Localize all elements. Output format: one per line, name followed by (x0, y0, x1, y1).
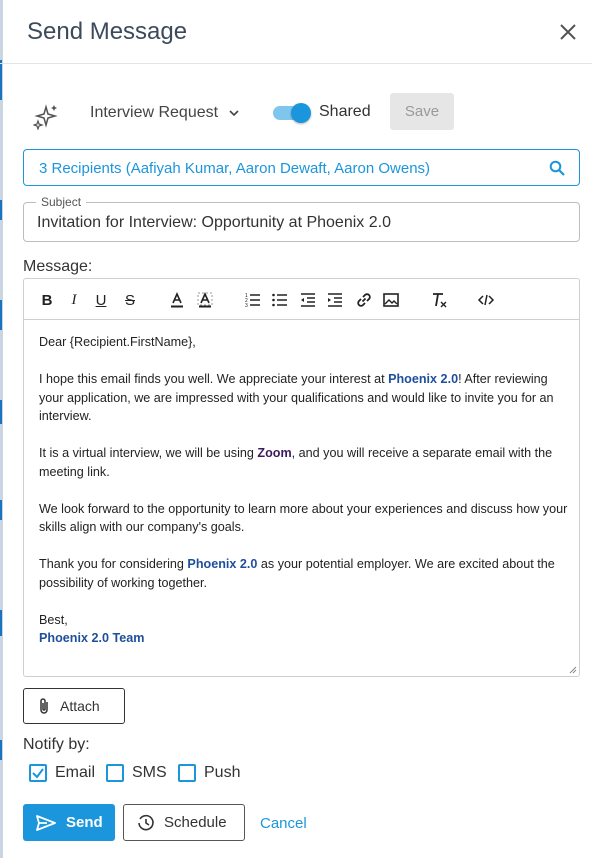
message-paragraph: Thank you for considering Phoenix 2.0 as your potential employer. We are excited about the possibility of working together. (39, 557, 555, 590)
notify-sms-checkbox[interactable] (106, 763, 167, 783)
chevron-down-icon (228, 107, 240, 119)
dialog-header (0, 0, 592, 64)
svg-text:3: 3 (245, 303, 248, 309)
send-label: Send (66, 814, 103, 831)
outdent-icon[interactable] (299, 291, 317, 309)
recipients-text: 3 Recipients (Aafiyah Kumar, Aaron Dewaft, Aaron Owens) (39, 160, 431, 177)
svg-text:1: 1 (245, 293, 248, 299)
save-button[interactable]: Save (390, 93, 454, 130)
strikethrough-icon[interactable]: S (124, 291, 135, 309)
checkbox-unchecked (106, 764, 124, 782)
resize-handle-icon[interactable] (569, 666, 577, 674)
message-label: Message: (23, 258, 93, 275)
message-editor[interactable] (23, 278, 580, 677)
subject-input[interactable]: Invitation for Interview: Opportunity at Phoenix 2.0 (37, 214, 391, 231)
subject-field[interactable] (23, 195, 580, 242)
notify-push-checkbox[interactable] (178, 763, 240, 783)
close-icon[interactable] (556, 20, 580, 44)
image-icon[interactable] (382, 291, 400, 309)
cancel-button[interactable]: Cancel (260, 815, 307, 832)
svg-text:2: 2 (245, 298, 248, 304)
company-highlight: Phoenix 2.0 (388, 372, 459, 386)
shared-toggle[interactable] (273, 103, 311, 121)
schedule-button[interactable] (123, 804, 245, 841)
link-icon[interactable] (355, 291, 373, 309)
attach-label: Attach (60, 698, 100, 714)
ordered-list-icon[interactable] (244, 291, 262, 309)
message-paragraph: It is a virtual interview, we will be using Zoom, and you will receive a separate email with the meeting link. (39, 446, 553, 479)
italic-icon[interactable]: I (71, 291, 77, 308)
indent-icon[interactable] (326, 291, 344, 309)
schedule-label: Schedule (164, 814, 227, 831)
signoff-line: Best, (39, 612, 68, 627)
company-highlight: Phoenix 2.0 (187, 557, 258, 571)
checkbox-checked (29, 764, 47, 782)
message-paragraph: We look forward to the opportunity to learn more about your experiences and discuss how your skills align with our company's goals. (39, 501, 568, 534)
zoom-highlight: Zoom (257, 446, 292, 460)
subject-label: Subject (36, 195, 86, 209)
checkbox-unchecked (178, 764, 196, 782)
background-page-edge (0, 0, 3, 858)
toggle-knob (291, 103, 311, 123)
editor-toolbar (24, 279, 579, 320)
message-paragraph: I hope this email finds you well. We appreciate your interest at Phoenix 2.0! After reviewing your application, we are impressed with your qualifications and would like to invite you for an interview. (39, 372, 554, 423)
clock-icon (137, 814, 155, 832)
magic-sparkle-icon[interactable] (33, 104, 59, 130)
bold-icon[interactable]: B (41, 291, 53, 309)
recipients-field[interactable] (23, 149, 580, 186)
signature-line: Phoenix 2.0 Team (39, 631, 145, 645)
attach-button[interactable] (23, 688, 125, 724)
notify-label: Notify by: (23, 736, 90, 753)
font-color-icon[interactable] (168, 291, 186, 309)
check-icon (31, 766, 45, 780)
notify-email-checkbox[interactable] (29, 763, 95, 783)
template-dropdown[interactable] (90, 102, 240, 124)
send-button[interactable] (23, 804, 115, 841)
paperclip-icon (38, 697, 50, 715)
shared-label: Shared (319, 103, 371, 120)
underline-icon[interactable]: U (95, 291, 107, 309)
notify-email-label: Email (55, 764, 96, 781)
source-code-icon[interactable] (477, 291, 495, 309)
template-toolbar (23, 92, 583, 132)
notify-push-label: Push (204, 764, 241, 781)
template-dropdown-value: Interview Request (90, 104, 219, 121)
highlight-color-icon[interactable] (196, 291, 214, 309)
send-icon (36, 815, 56, 831)
clear-format-icon[interactable] (430, 291, 448, 309)
bullet-list-icon[interactable] (271, 291, 289, 309)
dialog-title: Send Message (27, 18, 188, 45)
greeting-line: Dear {Recipient.FirstName}, (39, 335, 196, 349)
message-body[interactable] (39, 333, 569, 648)
notify-sms-label: SMS (132, 764, 167, 781)
search-icon[interactable] (549, 160, 565, 176)
